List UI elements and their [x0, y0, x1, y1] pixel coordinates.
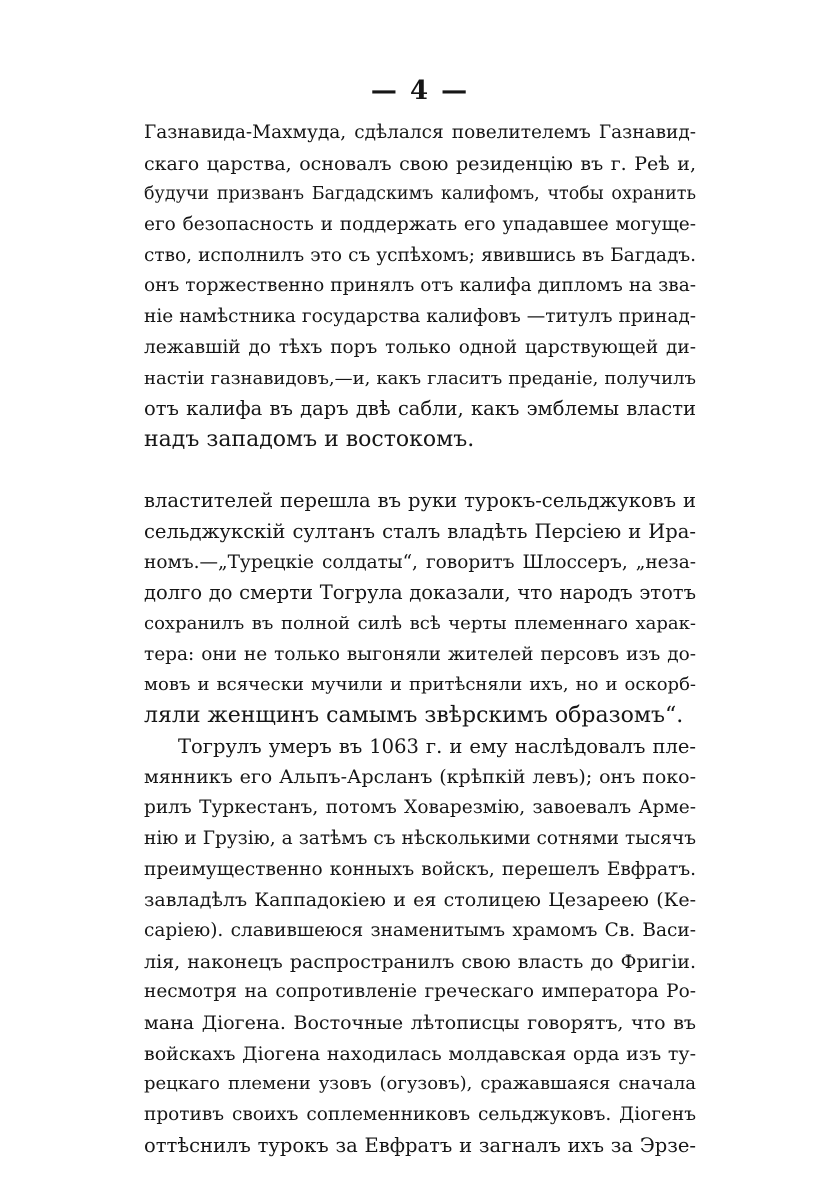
- text-line: властителей перешла въ руки турокъ-сельджуковъ и: [144, 489, 696, 513]
- text-line: онъ торжественно принялъ отъ калифа дипломъ на зва-: [144, 275, 696, 297]
- body-text: [144, 118, 696, 1161]
- paragraph-first-line: [144, 732, 696, 763]
- text-line: войскахъ Діогена находилась молдавская орда изъ ту-: [144, 1042, 696, 1065]
- text-line: Тогрулъ умеръ въ 1063 г. и ему наслѣдовалъ пле-: [178, 734, 696, 758]
- text-line: сохранилъ въ полной силѣ всѣ черты племеннаго харак-: [144, 613, 696, 634]
- text-line: рецкаго племени узовъ (огузовъ), сражавшаяся сначала: [144, 1073, 696, 1095]
- text-line: ніе намѣстника государства калифовъ —титулъ принад-: [144, 306, 696, 328]
- text-line: мовъ и всячески мучили и притѣсняли ихъ, но и оскорб-: [144, 674, 696, 696]
- text-line: скаго царства, основалъ свою резиденцію въ г. Реѣ и,: [144, 152, 696, 175]
- text-line: отъ калифа въ даръ двѣ сабли, какъ эмблемы власти: [144, 397, 696, 421]
- text-line: завладѣлъ Каппадокіею и ея столицею Цезареею (Ке-: [144, 889, 696, 912]
- text-line: номъ.—„Турецкіе солдаты“, говоритъ Шлоссеръ, „неза-: [144, 551, 696, 573]
- text-line: ляли женщинъ самымъ звѣрскимъ образомъ“.: [144, 703, 684, 729]
- text-line: его безопасность и поддержать его упадавшее могуще-: [144, 214, 696, 236]
- text-line: тера: они не только выгоняли жителей персовъ изъ до-: [144, 643, 696, 665]
- text-line: несмотря на сопротивленіе греческаго императора Ро-: [144, 981, 696, 1003]
- text-line: нію и Грузію, а затѣмъ съ нѣсколькими сотнями тысячъ: [144, 827, 696, 849]
- text-line: лежавшій до тѣхъ поръ только одной царствующей ди-: [144, 336, 696, 358]
- text-line: будучи призванъ Багдадскимъ калифомъ, чтобы охранить: [144, 184, 696, 205]
- page-number: — 4 —: [370, 76, 470, 106]
- paragraph-first-line: [144, 456, 696, 487]
- text-line: противъ своихъ соплеменниковъ сельджуковъ. Діогенъ: [144, 1104, 696, 1125]
- text-line: сельджукскій султанъ сталъ владѣть Персіею и Ира-: [144, 519, 696, 543]
- text-line: надъ западомъ и востокомъ.: [144, 426, 475, 452]
- text-line: мана Діогена. Восточные лѣтописцы говорятъ, что въ: [144, 1011, 696, 1034]
- text-line: Газнавида-Махмуда, сдѣлался повелителемъ Газнавид-: [144, 122, 696, 143]
- text-line: лія, наконецъ распространилъ свою власть до Фригіи.: [144, 950, 696, 973]
- text-line: преимущественно конныхъ войскъ, перешелъ Евфратъ.: [144, 858, 696, 880]
- text-line: долго до смерти Тогрула доказали, что народъ этотъ: [144, 581, 696, 605]
- text-line: рилъ Туркестанъ, потомъ Ховарезмію, завоевалъ Арме-: [144, 797, 696, 819]
- text-line: мянникъ его Альпъ-Арсланъ (крѣпкій левъ); онъ поко-: [144, 766, 696, 789]
- text-line: ство, исполнилъ это съ успѣхомъ; явившись въ Багдадъ.: [144, 244, 696, 266]
- text-line: оттѣснилъ турокъ за Евфратъ и загналъ ихъ за Эрзе-: [144, 1133, 696, 1157]
- text-line: саріею). славившеюся знаменитымъ храмомъ Св. Васи-: [144, 919, 696, 941]
- text-line: настіи газнавидовъ,—и, какъ гласитъ преданіе, получилъ: [144, 367, 696, 389]
